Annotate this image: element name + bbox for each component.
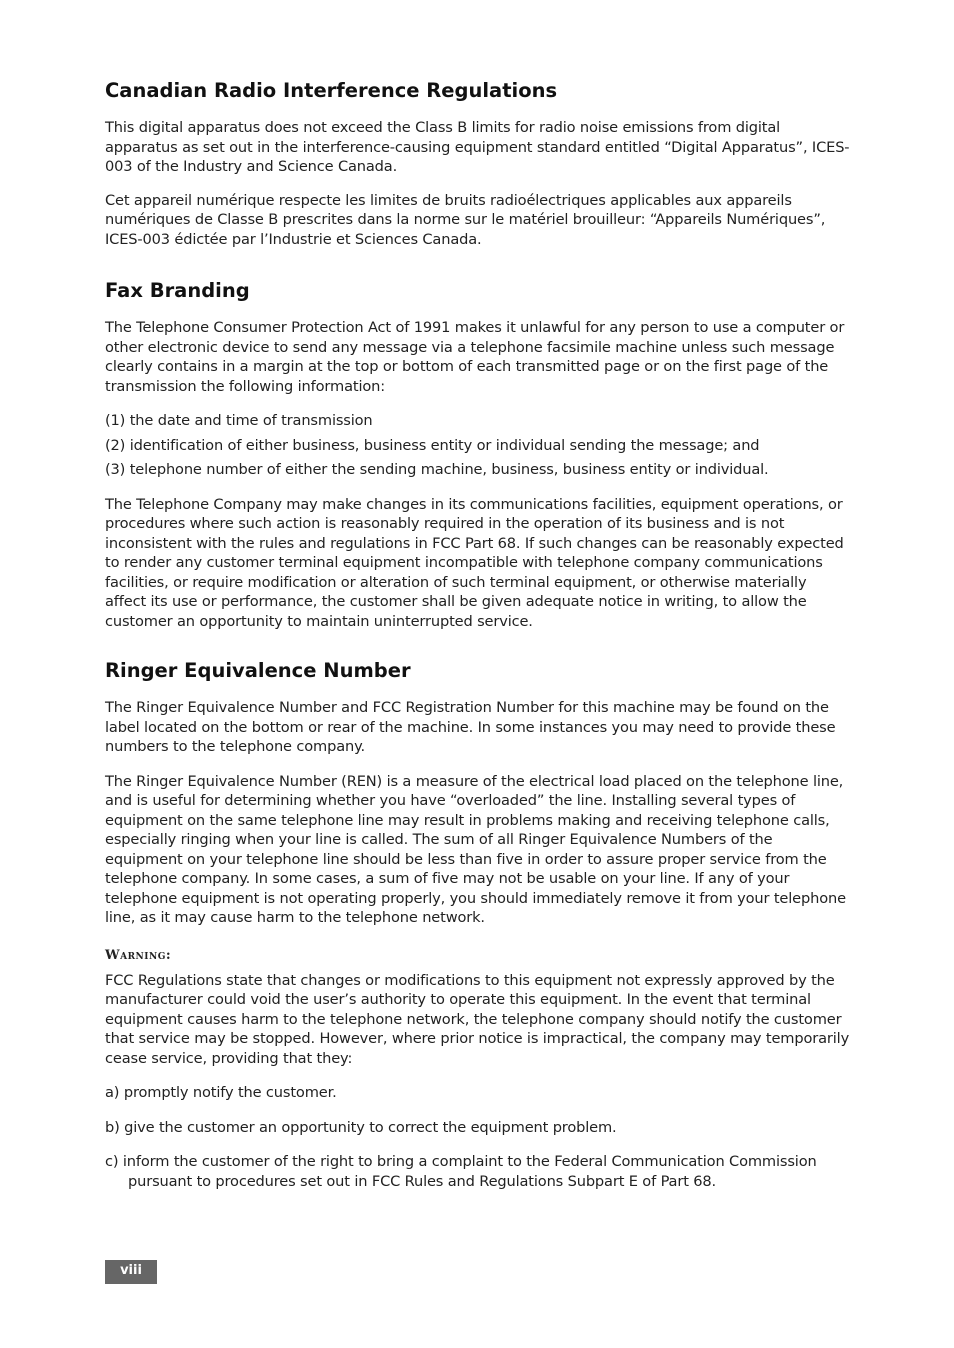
warning-label: Warning: bbox=[105, 947, 172, 963]
paragraph: Cet appareil numérique respecte les limites de bruits radioélectriques applicables aux appareils numériques de Classe B prescrites dans la norme sur le matériel brouilleur: “Appareils Numériques”, ICES-003 édictée par l’Industrie et Sciences Canada. bbox=[105, 191, 826, 248]
list-item: (2) identification of either business, business entity or individual sending the message; and bbox=[105, 436, 760, 454]
list-item: (1) the date and time of transmission bbox=[105, 412, 373, 429]
section-ringer-equivalence bbox=[105, 658, 850, 1191]
section-title: Canadian Radio Interference Regulations bbox=[105, 79, 558, 102]
list-item: a) promptly notify the customer. bbox=[105, 1084, 337, 1101]
paragraph: The Ringer Equivalence Number (REN) is a measure of the electrical load placed on the telephone line, and is useful for determining whether you have “overloaded” the line. Installing several types of equipment on the same telephone line may result in problems making and receiving telephone calls, especially ringing when your line is called. The sum of all Ringer Equivalence Numbers of the equipment on your telephone line should be less than five in order to assure proper service from the telephone company. In some cases, a sum of five may not be usable on your line. If any of your telephone equipment is not operating properly, you should immediately remove it from your telephone line, as it may cause harm to the telephone network. bbox=[105, 772, 846, 926]
paragraph: The Telephone Consumer Protection Act of 1991 makes it unlawful for any person to use a computer or other electronic device to send any message via a telephone facsimile machine unless such message clearly contains in a margin at the top or bottom of each transmitted page or on the first page of the transmission the following information: bbox=[105, 319, 845, 395]
section-title: Ringer Equivalence Number bbox=[105, 659, 411, 682]
list-item: c) inform the customer of the right to bring a complaint to the Federal Communication Commission pursuant to procedures set out in FCC Rules and Regulations Subpart E of Part 68. bbox=[105, 1153, 817, 1190]
section-canadian bbox=[105, 78, 850, 249]
section-fax-branding bbox=[105, 278, 850, 631]
section-title: Fax Branding bbox=[105, 279, 250, 302]
paragraph: The Telephone Company may make changes in its communications facilities, equipment operations, or procedures where such action is reasonably required in the operation of its business and is not inconsistent with the rules and regulations in FCC Part 68. If such changes can be reasonably expected to render any customer terminal equipment incompatible with telephone company communications facilities, or require modification or alteration of such terminal equipment, or otherwise materially affect its use or performance, the customer shall be given adequate notice in writing, to allow the customer an opportunity to maintain uninterrupted service. bbox=[105, 495, 844, 630]
warning-paragraph: FCC Regulations state that changes or modifications to this equipment not expressly approved by the manufacturer could void the user’s authority to operate this equipment. In the event that terminal equipment causes harm to the telephone network, the telephone company should notify the customer that service may be stopped. However, where prior notice is impractical, the company may temporarily cease service, providing that they: bbox=[105, 971, 850, 1067]
list-item: (3) telephone number of either the sending machine, business, business entity or individual. bbox=[105, 461, 769, 478]
page-number-badge: viii bbox=[105, 1260, 157, 1284]
paragraph: This digital apparatus does not exceed the Class B limits for radio noise emissions from digital apparatus as set out in the interference-causing equipment standard entitled “Digital Apparatus”, ICES-003 of the Industry and Science Canada. bbox=[105, 119, 850, 175]
paragraph: The Ringer Equivalence Number and FCC Registration Number for this machine may be found on the label located on the bottom or rear of the machine. In some instances you may need to provide these numbers to the telephone company. bbox=[105, 699, 836, 755]
list-item: b) give the customer an opportunity to correct the equipment problem. bbox=[105, 1118, 617, 1136]
